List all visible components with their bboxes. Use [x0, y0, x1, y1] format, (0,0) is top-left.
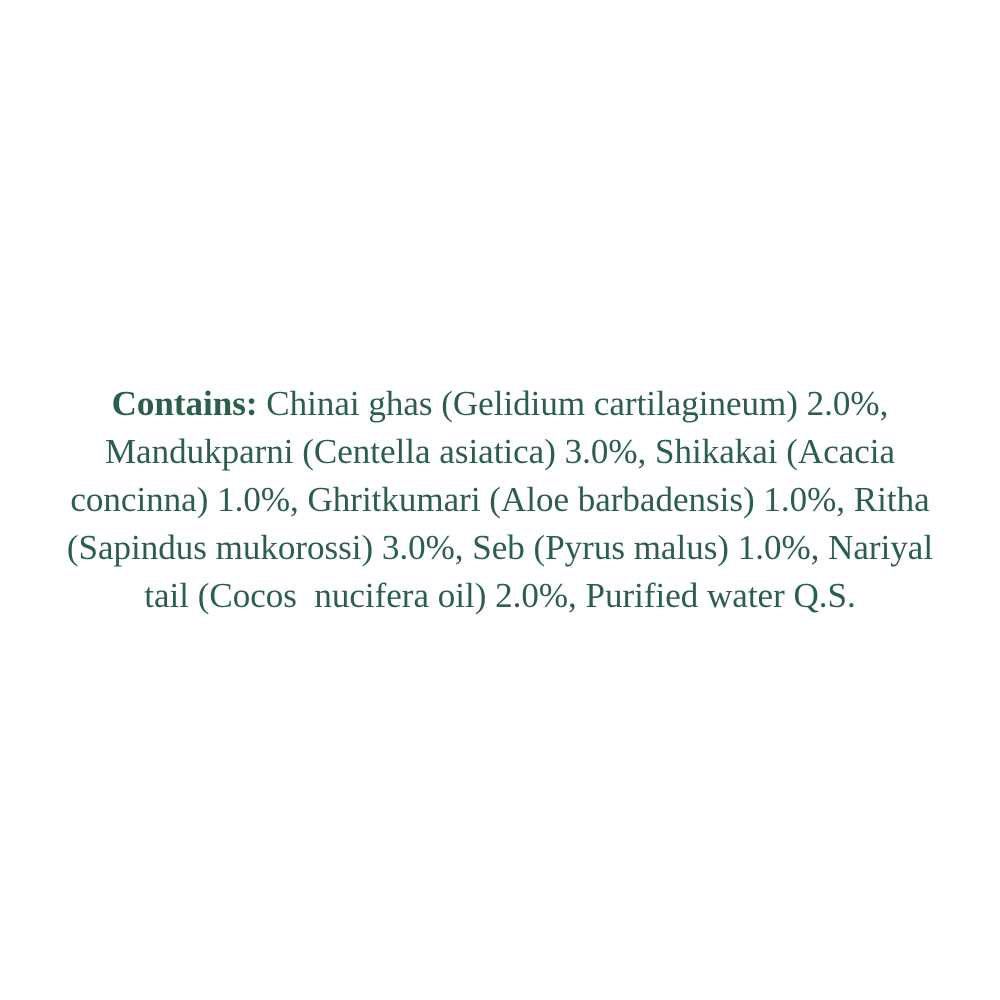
ingredients-line-3: concinna) 1.0%, Ghritkumari (Aloe barbadensis) 1.0%, Ritha	[70, 480, 930, 519]
ingredients-line-4: (Sapindus mukorossi) 3.0%, Seb (Pyrus malus) 1.0%, Nariyal	[66, 528, 934, 567]
ingredients-line-1-text: Chinai ghas (Gelidium cartilagineum) 2.0%,	[257, 384, 889, 423]
ingredients-line-1	[8, 380, 992, 428]
ingredient-label-panel	[0, 380, 1000, 620]
ingredients-line-2: Mandukparni (Centella asiatica) 3.0%, Shikakai (Acacia	[104, 432, 896, 471]
ingredients-paragraph	[0, 380, 1000, 620]
contains-heading: Contains:	[111, 384, 258, 423]
ingredients-line-5: tail (Cocos nucifera oil) 2.0%, Purified water Q.S.	[144, 576, 856, 615]
